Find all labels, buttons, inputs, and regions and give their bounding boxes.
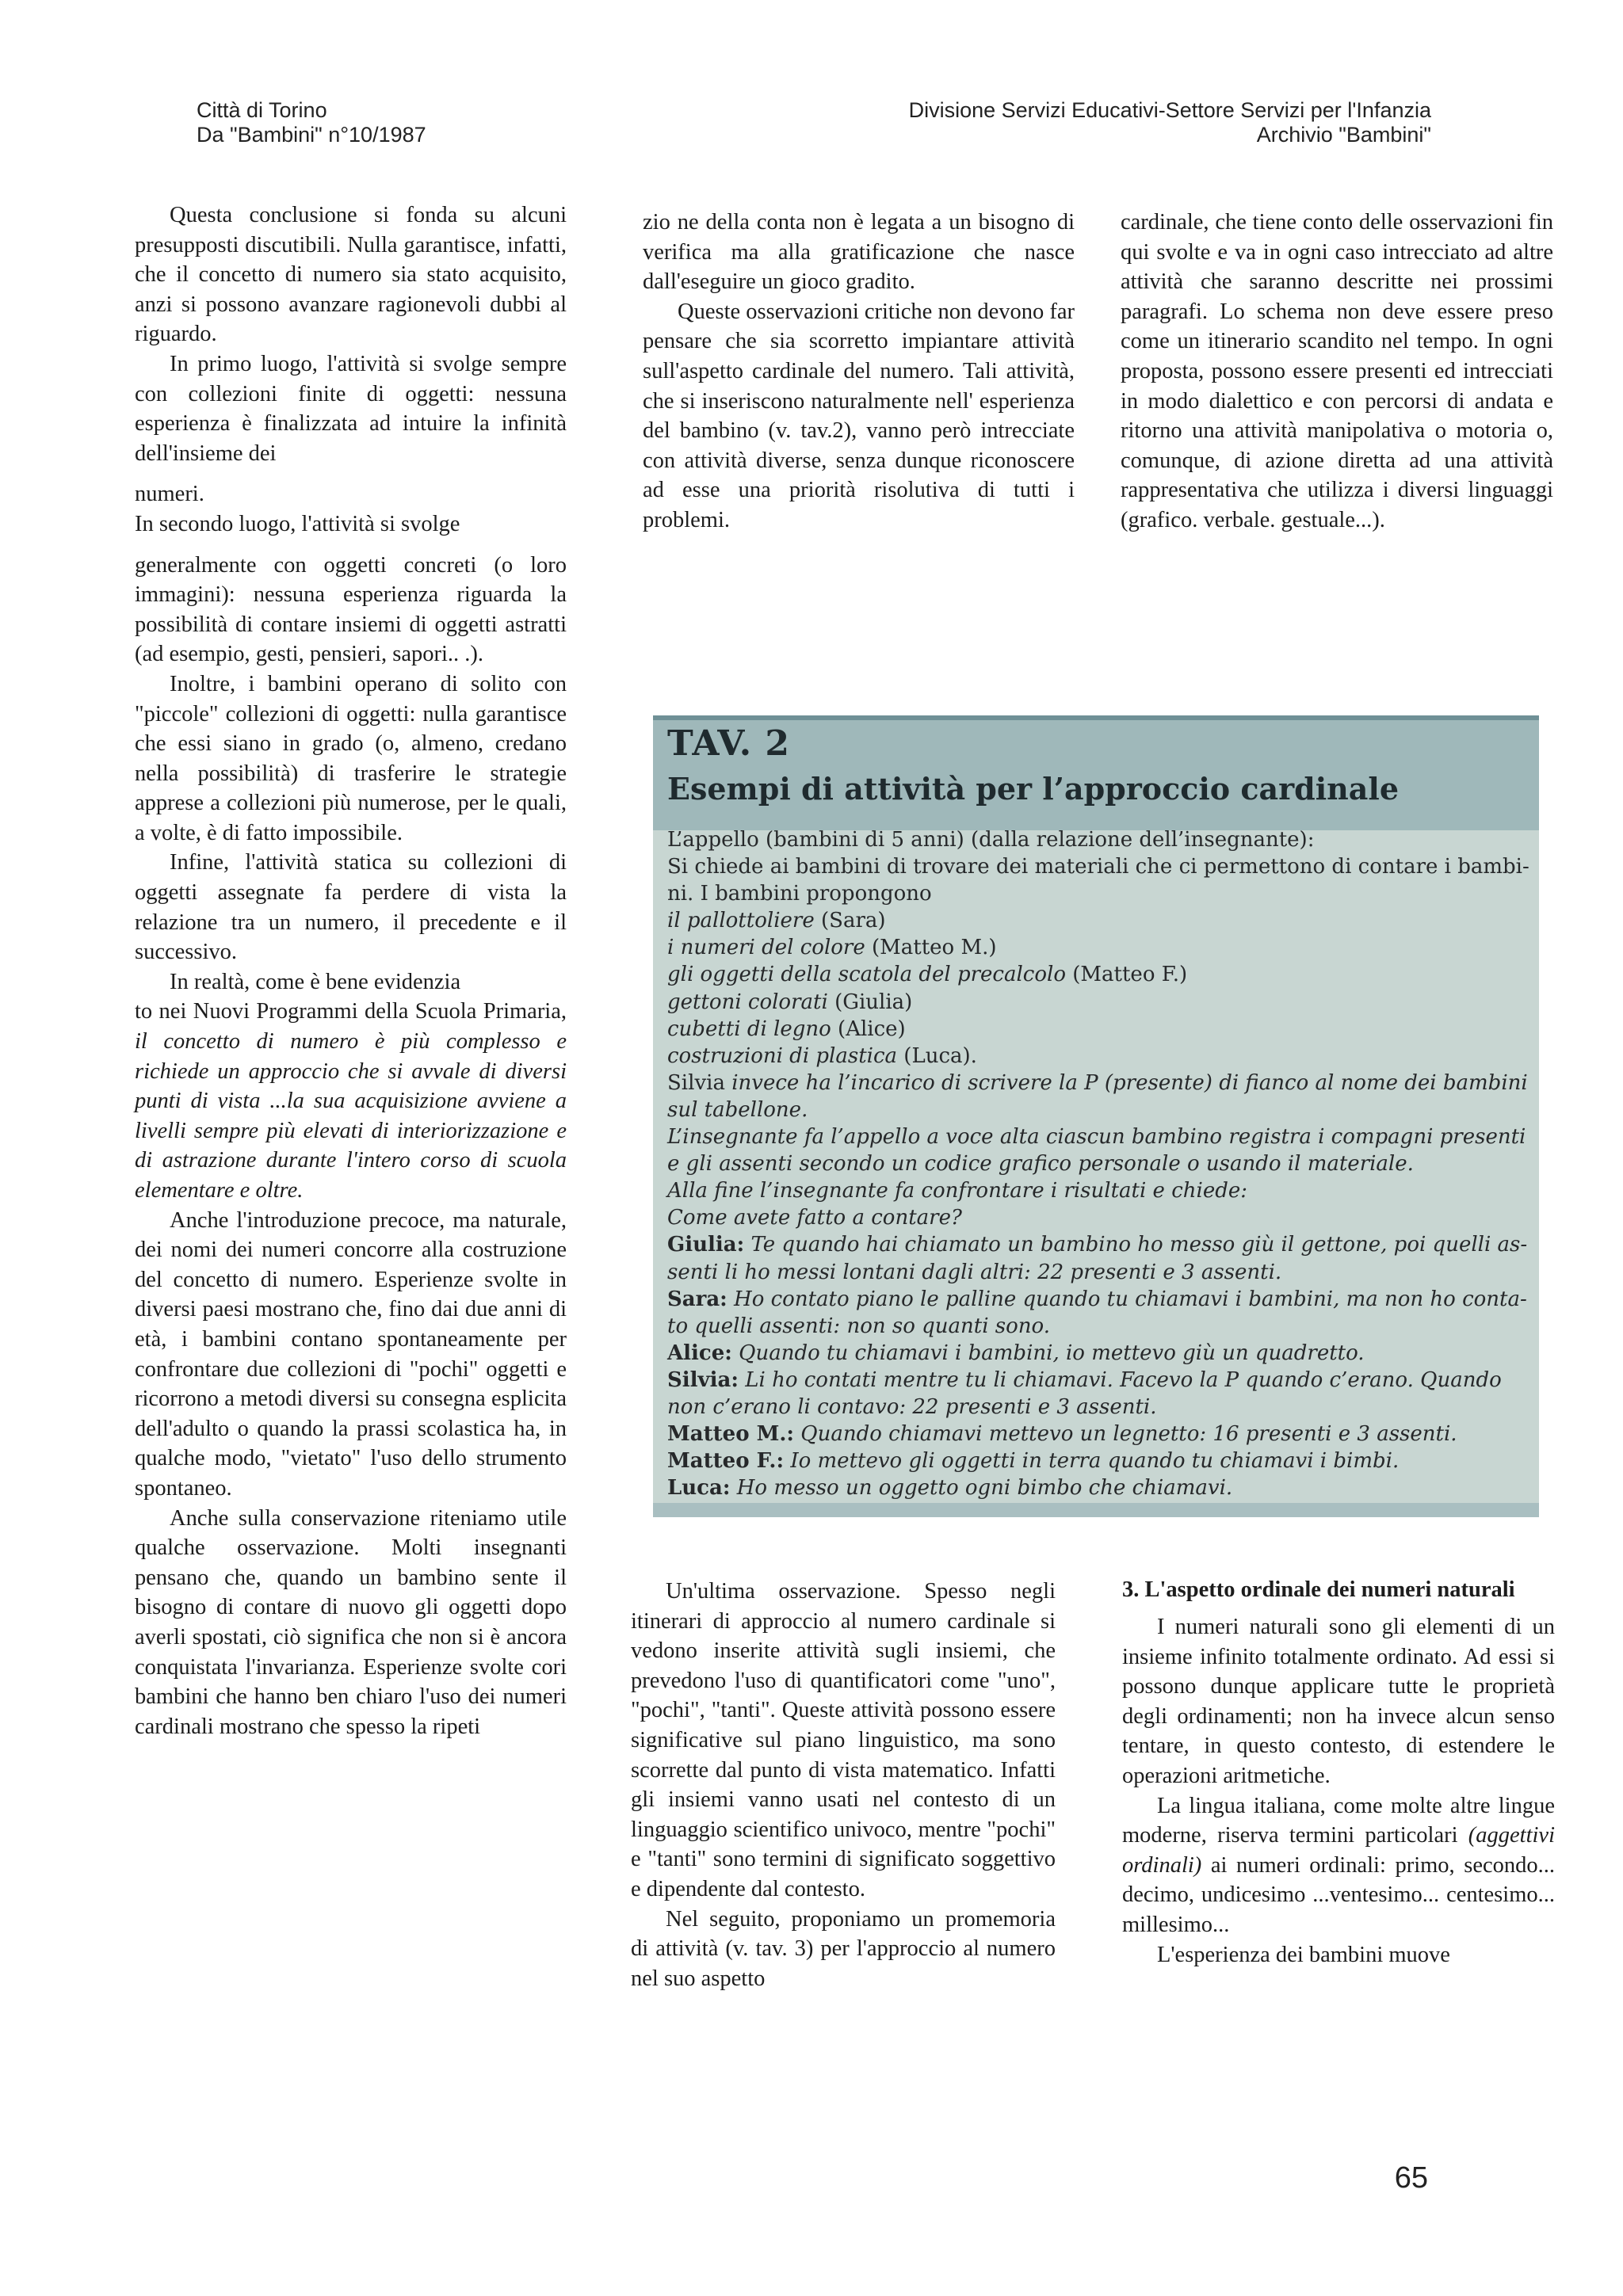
paragraph: I numeri naturali sono gli elementi di un insieme infinito totalmente ordinato. Ad essi si possono dunque applicare tutte le proprietà degli ordinamenti; non ha invece alcun senso tentare, in questo contesto, di estendere le operazioni aritmetiche. [1122, 1615, 1555, 1788]
column-2 [643, 208, 1075, 536]
paragraph [135, 997, 567, 1205]
inset-body [667, 810, 1528, 1501]
quotation: il concetto di numero è più complesso e richiede un approccio che si avvale di diversi punti di vista ...la sua acquisizione avviene a livelli sempre più elevati di interiorizzazione e di astrazione durante l'intero corso di scuola elementare e oltre. [135, 1029, 567, 1203]
dialogue-line: Silvia: Li ho contati mentre tu li chiamavi. Facevo la P quando c’erano. Quando [667, 1367, 1502, 1392]
dialogue-line: Luca: Ho messo un oggetto ogni bimbo che chiamavi. [667, 1476, 1233, 1501]
inset-line: L’appello (bambini di 5 anni) (dalla relazione dell’insegnante): [667, 828, 1315, 852]
inset-number: TAV. 2 [667, 723, 790, 764]
speaker: Matteo M.: [667, 1422, 795, 1447]
header-division: Divisione Servizi Educativi-Settore Servizi per l'Infanzia [908, 98, 1431, 122]
dialogue-line: non c’erano li contavo: 22 presenti e 3 assenti. [667, 1394, 1157, 1419]
inset-bottom-band [653, 1503, 1539, 1517]
paragraph: Anche sulla conservazione riteniamo utile qualche osservazione. Molti insegnanti pensano che, quando un bambino sente il bisogno di contare di nuovo gli oggetti dopo averli spostati, ciò significa che non si è ancora conquistata l'invarianza. Esperienze svolte cori bambini che hanno ben chiaro l'uso dei numeri cardinali mostrano che spesso la ripeti [135, 1505, 567, 1739]
speaker: Sara: [667, 1287, 727, 1311]
speaker: Luca: [667, 1476, 731, 1501]
column-5 [1122, 1577, 1555, 1970]
child-name: Silvia [667, 1070, 725, 1095]
header-archive: Archivio "Bambini" [1256, 123, 1431, 147]
inset-line: L’insegnante fa l’appello a voce alta ciascun bambino registra i compagni presenti [667, 1125, 1526, 1150]
inset-line [667, 989, 1528, 1016]
paragraph: Questa conclusione si fonda su alcuni presupposti discutibili. Nulla garantisce, infatti, che il concetto di numero sia stato acquisito, anzi si possono avanzare ragionevoli dubbi al riguardo. [135, 203, 567, 347]
speaker: Alice: [667, 1341, 732, 1365]
material-name: il pallottoliere [667, 909, 815, 933]
inset-line [667, 961, 1528, 988]
inset-line [667, 1016, 1528, 1043]
header-left [197, 98, 426, 147]
paragraph: Infine, l'attività statica su collezioni di oggetti assegnate fa perdere di vista la relazione tra un numero, il precedente e il successivo. [135, 850, 567, 965]
material-name: cubetti di legno [667, 1016, 831, 1041]
italic-term: (aggettivi ordinali) [1122, 1823, 1555, 1878]
inset-line [667, 934, 1528, 961]
header-city: Città di Torino [197, 98, 327, 122]
material-name: i numeri del colore [667, 936, 865, 960]
material-name: gettoni colorati [667, 990, 828, 1014]
paragraph: In primo luogo, l'attività si svolge sempre con collezioni finite di oggetti: nessuna esperienza è finalizzata ad intuire la infinità dell'insieme dei [135, 351, 567, 466]
header-right [909, 98, 1431, 147]
child-name: (Sara) [820, 909, 886, 933]
paragraph: cardinale, che tiene conto delle osservazioni fin qui svolte e va in ogni caso intrecciato ad altre attività che saranno descritte nei prossimi paragrafi. Lo schema non deve essere preso come un itinerario scandito nel tempo. In ogni proposta, possono essere presenti ed intrecciati in modo dialettico e con percorsi di andata e ritorno una attività manipolativa o motoria o, comunque, di azione diretta ad una attività rappresentativa che utilizza i diversi linguaggi (grafico. verbale. gestuale...). [1121, 210, 1553, 532]
child-name: (Luca). [903, 1043, 977, 1068]
paragraph: Anche l'introduzione precoce, ma naturale, dei nomi dei numeri concorre alla costruzione del concetto di numero. Esperienze svolte in diversi paesi mostrano che, fino dai due anni di età, i bambini contano spontaneamente per confrontare due collezioni di "pochi" oggetti e ricorrono a metodi diversi su consegna esplicita dell'adulto o quando la prassi scolastica ha, in qualche modo, "vietato" l'uso dello strumento spontaneo. [135, 1207, 567, 1501]
column-1 [135, 200, 567, 1741]
paragraph: zio ne della conta non è legata a un bisogno di verifica ma alla gratificazione che nasce dall'eseguire un gioco gradito. [643, 210, 1075, 295]
inset-italic: invece ha l’incarico di scrivere la P (presente) di fianco al nome dei bambini [731, 1070, 1528, 1095]
dialogue-line: Alice: Quando tu chiamavi i bambini, io mettevo giù un quadretto. [667, 1341, 1365, 1365]
column-3 [1121, 208, 1553, 536]
dialogue-line: Sara: Ho contato piano le palline quando tu chiamavi i bambini, ma non ho conta- [667, 1287, 1527, 1311]
inset-line [667, 1043, 1528, 1070]
paragraph: generalmente con oggetti concreti (o loro immagini): nessuna esperienza riguarda la possibilità di contare insiemi di oggetti astratti (ad esempio, gesti, pensieri, sapori.. .). [135, 552, 567, 667]
header-source: Da "Bambini" n°10/1987 [197, 123, 426, 147]
dialogue-line: Matteo F.: Io mettevo gli oggetti in terra quando tu chiamavi i bimbi. [667, 1449, 1400, 1474]
material-name: costruzioni di plastica [667, 1043, 898, 1068]
dialogue-line: Matteo M.: Quando chiamavi mettevo un legnetto: 16 presenti e 3 assenti. [667, 1422, 1457, 1447]
speaker: Silvia: [667, 1367, 739, 1392]
material-name: gli oggetti della scatola del precalcolo [667, 963, 1066, 987]
paragraph: Queste osservazioni critiche non devono far pensare che sia scorretto impiantare attività sull'aspetto cardinale del numero. Tali attività, che si inseriscono naturalmente nell' esperienza del bambino (v. tav.2), vanno però intrecciate con attività diverse, senza dunque riconoscere ad esse una priorità risolutiva di tutti i problemi. [643, 299, 1075, 532]
table-inset-tav2 [653, 715, 1539, 1517]
child-name: (Giulia) [834, 990, 913, 1014]
inset-line: sul tabellone. [667, 1097, 808, 1122]
speaker: Giulia: [667, 1233, 745, 1257]
section-title: 3. L'aspetto ordinale dei numeri naturali [1122, 1577, 1515, 1602]
paragraph: In realtà, come è bene evidenzia [170, 969, 461, 994]
inset-line: Alla fine l’insegnante fa confrontare i risultati e chiede: [667, 1179, 1247, 1203]
dialogue-line: senti li ho messi lontani dagli altri: 22 presenti e 3 assenti. [667, 1260, 1282, 1284]
column-4 [631, 1577, 1056, 1993]
paragraph: In secondo luogo, l'attività si svolge [135, 511, 460, 536]
inset-line: Come avete fatto a contare? [667, 1206, 962, 1230]
paragraph: Inoltre, i bambini operano di solito con "piccole" collezioni di oggetti: nulla garantisce che essi siano in grado (o, almeno, credano nella possibilità) di trasferire le strategie apprese a collezioni più numerose, per le quali, a volte, è di fatto impossibile. [135, 671, 567, 845]
paragraph-text: to nei Nuovi Programmi della Scuola Primaria, [135, 999, 567, 1024]
dialogue-line: to quelli assenti: non so quanti sono. [667, 1314, 1050, 1338]
inset-line [667, 907, 1528, 934]
inset-line [667, 1070, 1528, 1097]
inset-line: e gli assenti secondo un codice grafico personale o usando il materiale. [667, 1152, 1414, 1177]
inset-line: Si chiede ai bambini di trovare dei materiali che ci permettono di contare i bambi- [667, 855, 1529, 879]
inset-title: Esempi di attività per l’approccio cardinale [667, 771, 1400, 807]
inset-line: ni. I bambini propongono [667, 882, 932, 906]
paragraph: numeri. [135, 482, 204, 507]
paragraph: L'esperienza dei bambini muove [1157, 1942, 1450, 1967]
speaker: Matteo F.: [667, 1449, 785, 1474]
child-name: (Matteo M.) [872, 936, 997, 960]
paragraph: Nel seguito, proponiamo un promemoria di attività (v. tav. 3) per l'approccio al numero nel suo aspetto [631, 1906, 1056, 1991]
paragraph: Un'ultima osservazione. Spesso negli itinerari di approccio al numero cardinale si vedono inserite attività sugli insiemi, che prevedono l'uso di quantificatori come "uno", "pochi", "tanti". Queste attività possono essere significative sul piano linguistico, ma sono scorrette dal punto di vista matematico. Infatti gli insiemi vanno usati nel contesto di un linguaggio scientifico univoco, mentre "pochi" e "tanti" sono termini di significato soggettivo e dipendente dal contesto. [631, 1579, 1056, 1901]
inset-top-bar [653, 715, 1539, 720]
dialogue-line: Giulia: Te quando hai chiamato un bambino ho messo giù il gettone, poi quelli as- [667, 1233, 1528, 1257]
child-name: (Matteo F.) [1072, 963, 1188, 987]
paragraph: La lingua italiana, come molte altre lingue moderne, riserva termini particolari (aggettivi ordinali) ai numeri ordinali: primo, secondo... decimo, undicesimo ...ventesimo... centesimo... millesimo... [1122, 1793, 1555, 1937]
child-name: (Alice) [838, 1016, 906, 1041]
page-number: 65 [1394, 2161, 1428, 2195]
